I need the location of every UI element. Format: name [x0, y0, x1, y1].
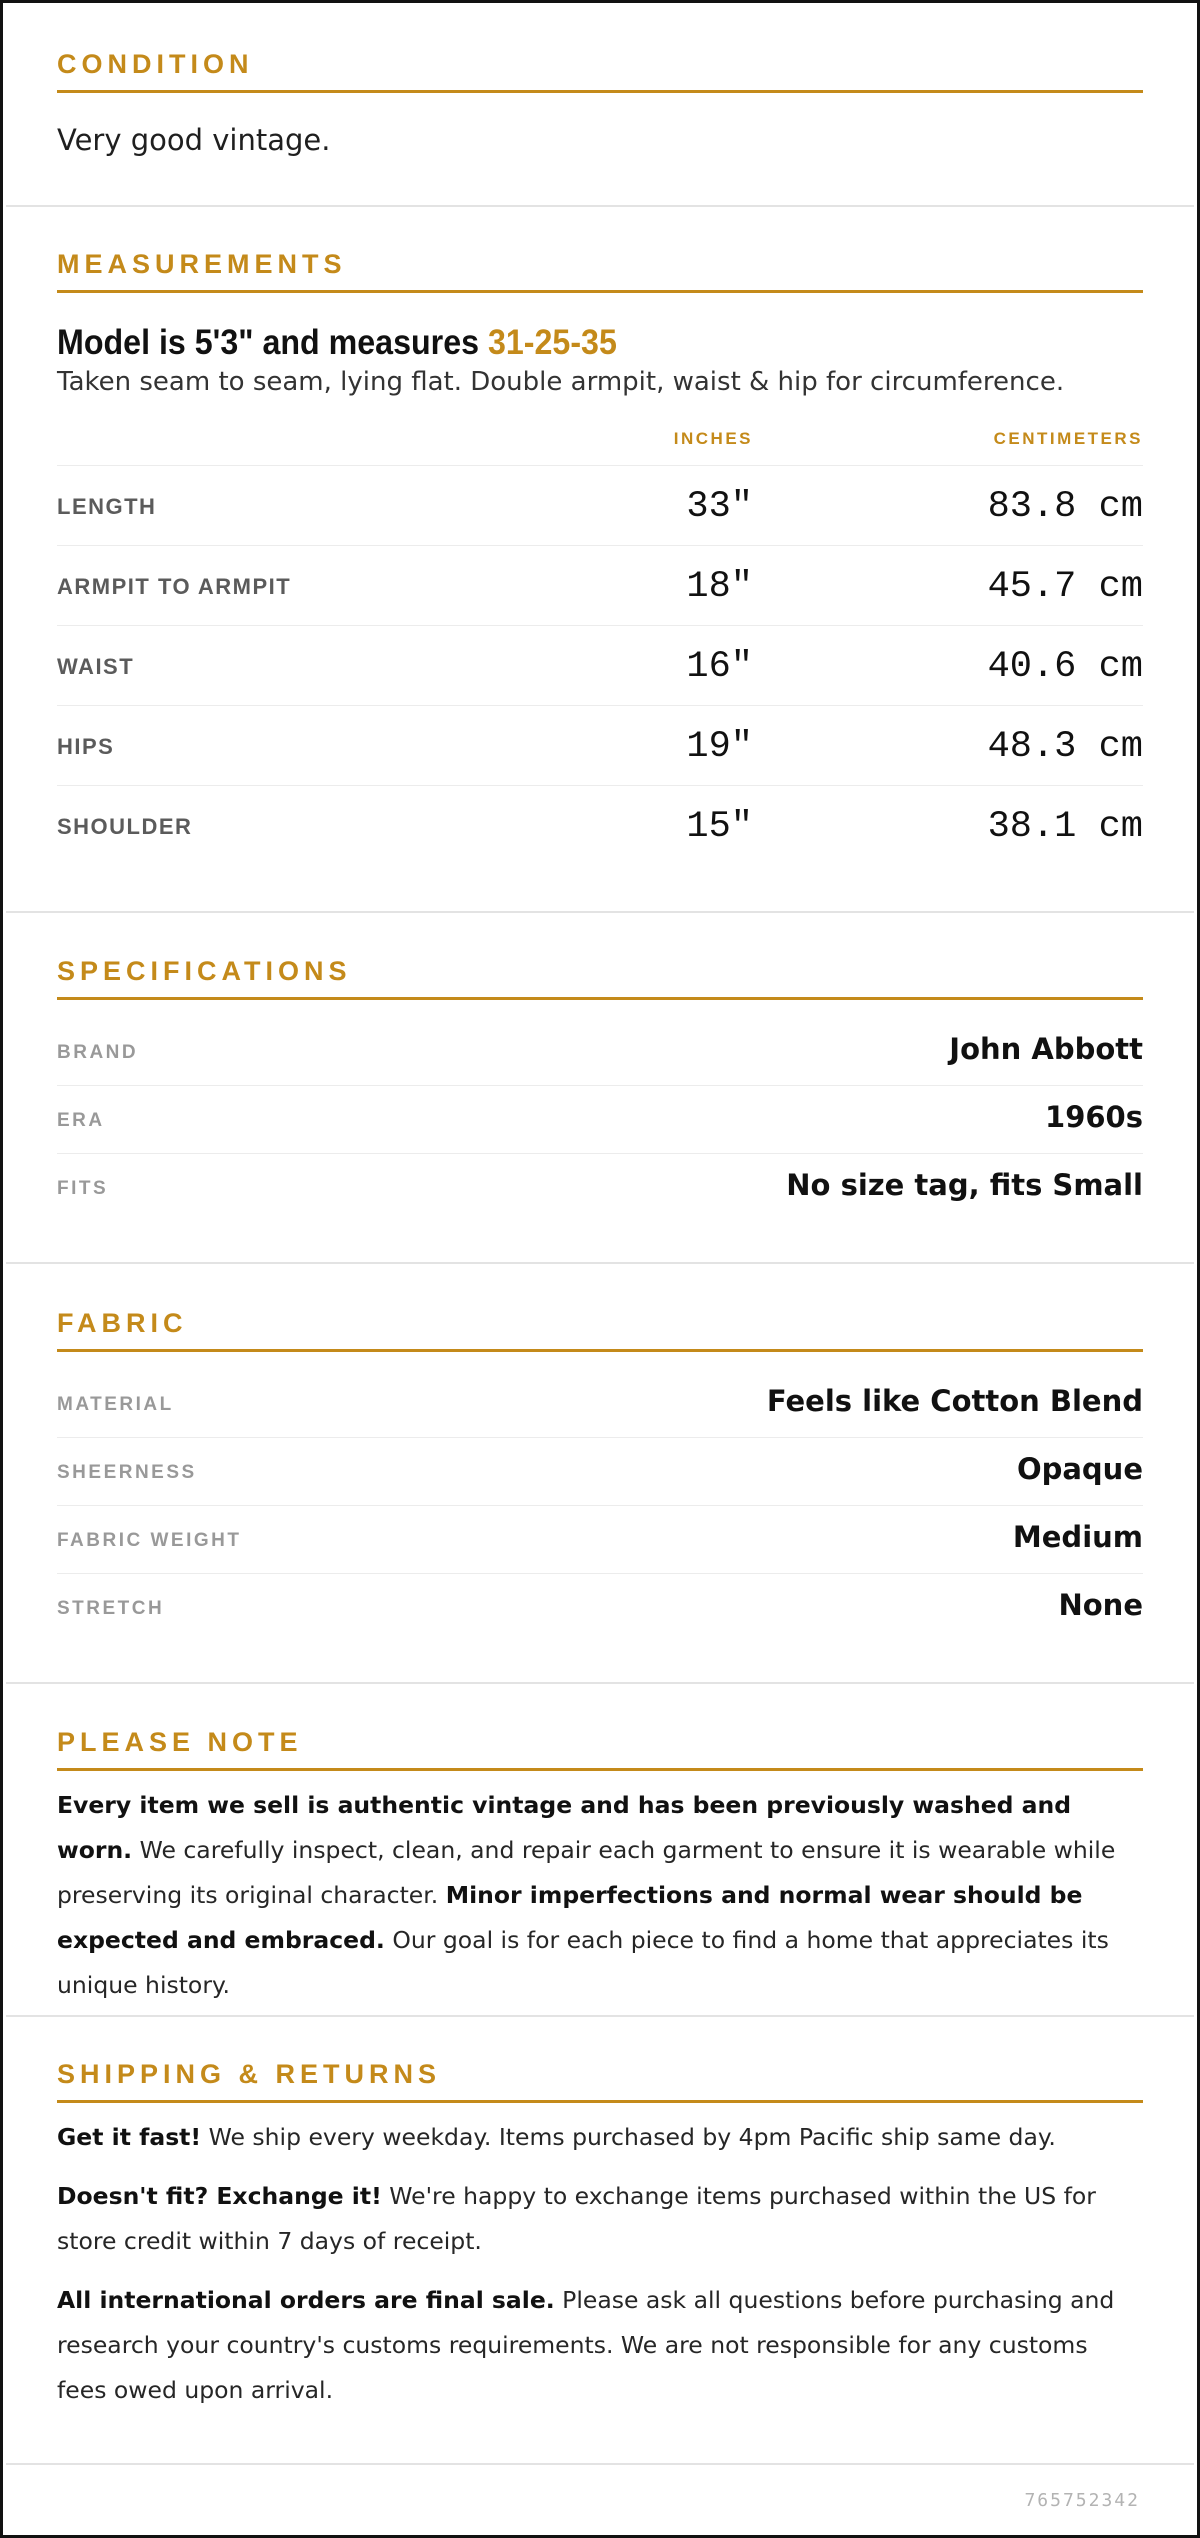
section-divider: [6, 205, 1194, 207]
section-divider: [6, 1682, 1194, 1684]
fabric-label: STRETCH: [57, 1598, 165, 1619]
measurement-label: WAIST: [57, 654, 135, 679]
spec-row: [57, 1085, 1143, 1153]
measurement-row: [57, 465, 1143, 545]
exchange-body: We're happy to exchange items purchased within the US for store credit within 7 days of receipt.: [57, 2182, 1096, 2255]
measurement-label: HIPS: [57, 734, 115, 759]
spec-label: FITS: [57, 1178, 109, 1199]
fabric-label: MATERIAL: [57, 1394, 174, 1415]
section-divider: [6, 2463, 1194, 2465]
fabric-label: SHEERNESS: [57, 1462, 197, 1483]
please-note-heading: PLEASE NOTE: [57, 1726, 1143, 1771]
fabric-value: Feels like Cotton Blend: [766, 1384, 1143, 1418]
section-divider: [6, 2015, 1194, 2017]
centimeters-column-header: CENTIMETERS: [993, 429, 1143, 448]
fabric-value: Opaque: [1016, 1452, 1143, 1486]
note-emphasis: Every item we sell is authentic vintage and has been previously washed and worn.: [57, 1791, 1072, 1864]
spec-row: [57, 1153, 1143, 1221]
spec-label: ERA: [57, 1110, 105, 1131]
measurement-centimeters: 83.8 cm: [987, 486, 1143, 528]
measurement-inches: 19": [686, 726, 753, 768]
model-measures-value: 31-25-35: [487, 323, 617, 362]
measurement-centimeters: 48.3 cm: [987, 726, 1143, 768]
specifications-heading: SPECIFICATIONS: [57, 955, 1143, 1000]
measurement-inches: 16": [686, 646, 753, 688]
exchange-emphasis: Doesn't fit? Exchange it!: [57, 2182, 382, 2210]
section-divider: [6, 1262, 1194, 1264]
measurement-label: LENGTH: [57, 494, 157, 519]
measurements-subtitle: Taken seam to seam, lying flat. Double armpit, waist & hip for circumference.: [57, 367, 1065, 397]
spec-value: John Abbott: [949, 1032, 1143, 1066]
note-body: We carefully inspect, clean, and repair each garment to ensure it is wearable while preserving its original character.: [57, 1836, 1116, 1909]
measurement-inches: 18": [686, 566, 753, 608]
shipping-emphasis: Get it fast!: [57, 2123, 202, 2151]
international-emphasis: All international orders are final sale.: [57, 2286, 555, 2314]
fabric-value: Medium: [1012, 1520, 1143, 1554]
spec-label: BRAND: [57, 1042, 139, 1063]
fabric-list: [57, 1370, 1143, 1641]
fabric-row: [57, 1370, 1143, 1437]
measurements-table-header: [57, 419, 1143, 465]
condition-text: Very good vintage.: [57, 123, 331, 157]
measurement-label: ARMPIT TO ARMPIT: [57, 574, 292, 599]
measurement-row: [57, 545, 1143, 625]
shipping-body: We ship every weekday. Items purchased by 4pm Pacific ship same day.: [201, 2123, 1056, 2151]
fabric-value: None: [1058, 1588, 1143, 1622]
spec-value: No size tag, fits Small: [786, 1168, 1143, 1202]
measurement-label: SHOULDER: [57, 814, 193, 839]
shipping-paragraph: [57, 2115, 1143, 2160]
measurement-row: [57, 785, 1143, 865]
spec-value: 1960s: [1045, 1100, 1143, 1134]
shipping-returns-heading: SHIPPING & RETURNS: [57, 2058, 1143, 2103]
note-body: Our goal is for each piece to find a home that appreciates its unique history.: [57, 1926, 1109, 1999]
section-divider: [6, 911, 1194, 913]
specifications-list: [57, 1018, 1143, 1221]
model-measures-line: [57, 323, 1056, 363]
measurement-row: [57, 705, 1143, 785]
please-note-section: [6, 1726, 1194, 2008]
fabric-row: [57, 1437, 1143, 1505]
condition-heading: CONDITION: [57, 48, 1143, 93]
specifications-section: [6, 955, 1194, 1221]
measurement-centimeters: 45.7 cm: [987, 566, 1143, 608]
measurements-section: [6, 248, 1194, 865]
measurements-table: [57, 419, 1143, 865]
international-body: Please ask all questions before purchasing and research your country's customs requirements. We are not responsible for any customs fees owed upon arrival.: [57, 2286, 1115, 2404]
model-measures-prefix: Model is 5'3" and measures: [57, 323, 488, 362]
fabric-section: [6, 1307, 1194, 1641]
exchange-paragraph: [57, 2174, 1143, 2264]
please-note-text: [57, 1783, 1143, 2008]
inches-column-header: INCHES: [673, 429, 753, 448]
measurement-row: [57, 625, 1143, 705]
measurement-centimeters: 40.6 cm: [987, 646, 1143, 688]
fabric-label: FABRIC WEIGHT: [57, 1530, 242, 1551]
fabric-row: [57, 1573, 1143, 1641]
shipping-returns-section: [6, 2058, 1194, 2413]
measurement-inches: 15": [686, 806, 753, 848]
fabric-heading: FABRIC: [57, 1307, 1143, 1352]
note-emphasis: Minor imperfections and normal wear should be expected and embraced.: [57, 1881, 1083, 1954]
international-paragraph: [57, 2278, 1143, 2413]
measurements-heading: MEASUREMENTS: [57, 248, 1143, 293]
product-sku: 765752342: [1024, 2490, 1140, 2511]
measurement-centimeters: 38.1 cm: [987, 806, 1143, 848]
measurement-inches: 33": [686, 486, 753, 528]
spec-row: [57, 1018, 1143, 1085]
condition-section: [6, 48, 1194, 157]
fabric-row: [57, 1505, 1143, 1573]
